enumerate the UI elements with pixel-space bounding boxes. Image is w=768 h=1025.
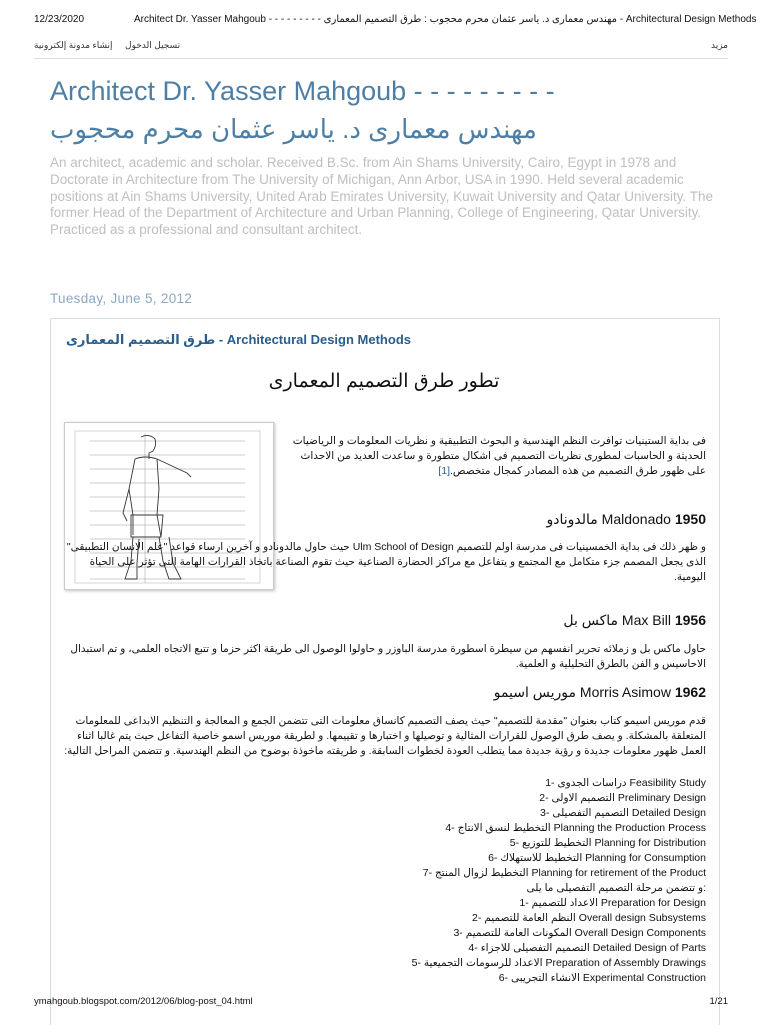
post-heading: تطور طرق التصميم المعمارى: [268, 371, 500, 392]
footnote-link[interactable]: [1]: [438, 465, 451, 477]
page-number: 1/21: [709, 996, 728, 1007]
list-item: 6- الانشاء التجريبى Experimental Construction: [498, 972, 706, 984]
page-url: ymahgoub.blogspot.com/2012/06/blog-post_04.html: [34, 996, 253, 1007]
post-title[interactable]: طرق التصميم المعمارى - Architectural Design Methods: [66, 332, 411, 347]
list-item: 5- التخطيط للتوزيع Planning for Distribution: [509, 837, 706, 849]
section-name: موريس اسيمو Morris Asimow: [493, 684, 671, 700]
list-item: 2- التصميم الاولى Preliminary Design: [539, 792, 706, 804]
section-text-1956: حاول ماكس بل و زملائه تحرير انفسهم من سيطرة اسطورة مدرسة الباوزر و حاولوا الوصول الى طريقة اكثر حزما و تتبع الاتجاه العلمى، و تم استبدال الاحاسيس و الفن بالطرق التحليلية و العلمية.: [70, 643, 706, 670]
print-page-title: Architect Dr. Yasser Mahgoub - - - - - - - - - مهندس معمارى د. ياسر عثمان محرم محجوب : طرق التصميم المعمارى - Architectural Design Methods: [134, 14, 757, 25]
list-item: 2- النظم العامة للتصميم Overall design Subsystems: [472, 912, 706, 924]
section-year: 1950: [674, 511, 706, 527]
section-year: 1956: [674, 612, 706, 628]
blog-title[interactable]: Architect Dr. Yasser Mahgoub - - - - - - - - -: [50, 76, 555, 106]
list-item: 7- التخطيط لزوال المنتج Planning for retirement of the Product: [422, 867, 706, 879]
post-intro: [282, 434, 706, 479]
list-item: 4- التصميم التفصيلى للاجزاء Detailed Design of Parts: [468, 942, 706, 954]
section-name: ماكس بل Max Bill: [563, 612, 671, 628]
list-item: 5- الاعداد للرسومات التجميعية Preparation of Assembly Drawings: [411, 957, 706, 969]
list-item: 3- المكونات العامة للتصميم Overall Design Components: [453, 927, 706, 939]
section-heading-1962: [494, 684, 706, 701]
more-link[interactable]: مزيد: [710, 40, 728, 50]
list-intro: و تتضمن مرحلة التصميم التفصيلى ما يلى:: [526, 882, 706, 894]
blog-title-arabic[interactable]: مهندس معمارى د. ياسر عثمان محرم محجوب: [50, 114, 537, 144]
section-heading-1950: [546, 511, 706, 528]
print-date: 12/23/2020: [34, 14, 85, 25]
blog-description: An architect, academic and scholar. Received B.Sc. from Ain Shams University, Cairo, Egypt in 1978 and Doctorate in Architecture from The University of Michigan, Ann Arbor, USA in 1990. Held several academic positions at Ain Shams University, United Arab Emirates University, Kuwait University and Qatar University. The former Head of the Department of Architecture and Urban Planning, College of Engineering, Qatar University. Practiced as a professional and consultant architect.: [50, 155, 714, 238]
list-item: 1- دراسات الجدوى Feasibility Study: [545, 777, 706, 789]
create-blog-link[interactable]: إنشاء مدونة إلكترونية: [34, 40, 113, 50]
section-name: مالدونادو Maldonado: [546, 511, 671, 527]
post-date: Tuesday, June 5, 2012: [50, 291, 193, 306]
sign-in-link[interactable]: تسجيل الدخول: [125, 40, 181, 50]
section-heading-1956: [563, 612, 706, 629]
section-text-1950: و ظهر ذلك فى بداية الخمسينيات فى مدرسة اولم للتصميم Ulm School of Design حيث حاول مالدونادو و آخرين ارساء قواعد "علم الانسان التطبيقى" الذى يجعل المصمم جزء متكامل مع المجتمع و يتفاعل مع مراكز الحضارة الصناعية حيث تقوم الصناعة باتخاذ القرارات الهامة التى تؤثر على الحياة اليومية.: [66, 541, 706, 583]
list-item: 6- التخطيط للاستهلاك Planning for Consumption: [488, 852, 706, 864]
list-item: 3- التصميم التفصيلى Detailed Design: [540, 807, 706, 819]
section-text-1962: قدم موريس اسيمو كتاب بعنوان "مقدمة للتصميم" حيث يصف التصميم كانساق معلومات التى تتضمن الجمع و المعالجة و التنظيم الابداعى للمعلومات المتعلقة بالمشكلة. و يصف طرق الوصول للقرارات المثالية و توصيلها و اختبارها و تقييمها. و لطريقة موريس اسمو خاصية التفاعل حيث يتم غالبا اثناء العمل ظهور معلومات جديدة و رؤية جديدة مما يتطلب العودة لخطوات السابقة. و طريقته ماخوذة بوضوح من النظم الهندسية. و تتضمن المراحل التالية:: [64, 715, 706, 757]
intro-text: فى بداية الستينيات توافرت النظم الهندسية و البحوث التطبيقية و نظريات المعلومات و الرياضيات الحديثة و الحاسبات لمطورى نظريات التصميم فى اشكال متطورة و ساعدت العديد من الاحداث على ظهور طرق التصميم من هذه المصادر كمجال متخصص.: [292, 435, 706, 477]
section-year: 1962: [674, 684, 706, 700]
list-item: 4- التخطيط لنسق الانتاج Planning the Production Process: [445, 822, 706, 834]
navbar-links: [34, 40, 190, 51]
list-item: 1- الاعداد للتصميم Preparation for Design: [519, 897, 706, 909]
blogger-navbar: [34, 34, 728, 59]
